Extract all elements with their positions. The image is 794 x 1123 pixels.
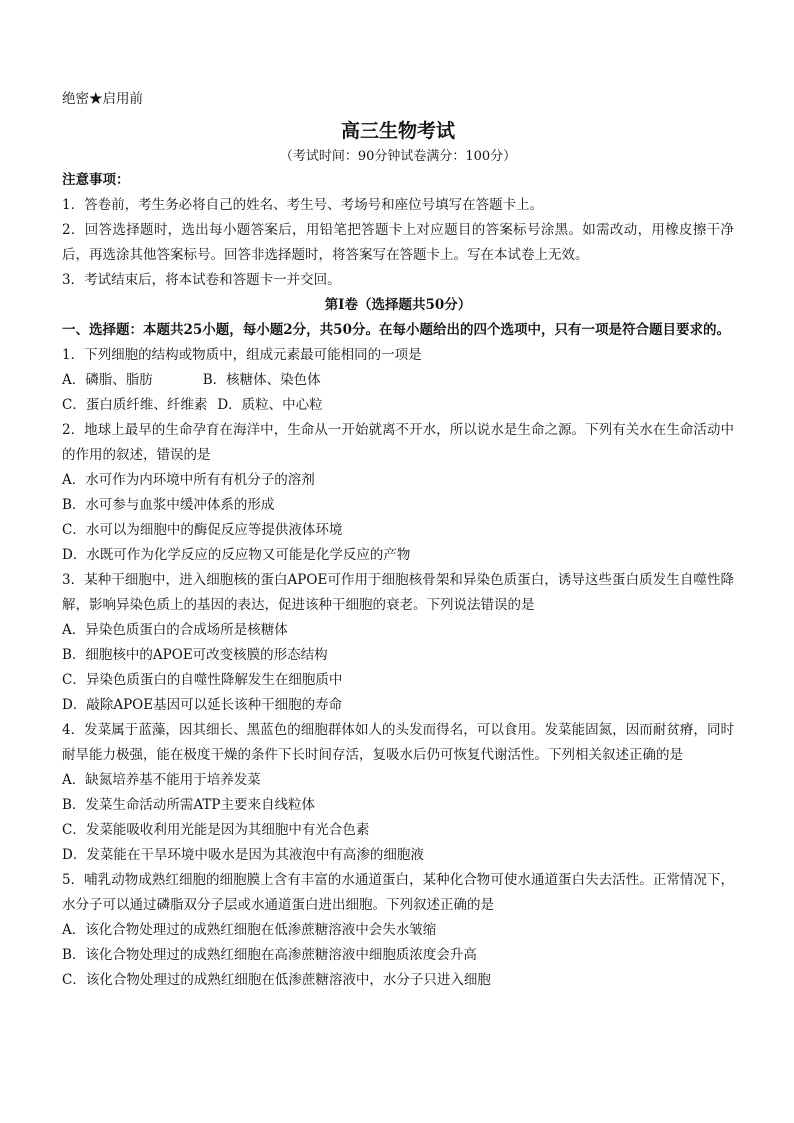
- option-b: B．细胞核中的APOE可改变核膜的形态结构: [62, 647, 328, 663]
- option-d: D．水既可作为化学反应的反应物又可能是化学反应的产物: [62, 547, 411, 563]
- question-5: [62, 868, 734, 993]
- option-b: B．发菜生命活动所需ATP主要来自线粒体: [62, 797, 316, 813]
- option-a: A．异染色质蛋白的合成场所是核糖体: [62, 622, 288, 638]
- option-d: D．敲除APOE基因可以延长该种干细胞的寿命: [62, 697, 343, 713]
- section-instruction: 一、选择题：本题共25小题，每小题2分，共50分。在每小题给出的四个选项中，只有一项是符合题目要求的。: [62, 322, 730, 338]
- option-b: B．该化合物处理过的成熟红细胞在高渗蔗糖溶液中细胞质浓度会升高: [62, 947, 477, 963]
- option-c: C．异染色质蛋白的自噬性降解发生在细胞质中: [62, 672, 343, 688]
- question-stem: 5．哺乳动物成熟红细胞的细胞膜上含有丰富的水通道蛋白，某种化合物可使水通道蛋白失去活性。正常情况下，水分子可以通过磷脂双分子层或水通道蛋白进出细胞。下列叙述正确的是: [62, 872, 734, 913]
- exam-subtitle: （考试时间：90分钟试卷满分：100分）: [279, 149, 517, 164]
- question-stem: 1．下列细胞的结构或物质中，组成元素最可能相同的一项是: [62, 347, 422, 363]
- confidential-label: 绝密★启用前: [62, 91, 143, 107]
- question-2: [62, 418, 734, 568]
- note-item: 3．考试结束后，将本试卷和答题卡一并交回。: [62, 272, 341, 288]
- exam-title: 高三生物考试: [340, 120, 455, 142]
- option-row: [62, 368, 734, 393]
- option-row: [62, 393, 734, 418]
- option-a: A．水可作为内环境中所有有机分子的溶剂: [62, 472, 315, 488]
- option-d: D．质粒、中心粒: [217, 397, 323, 413]
- volume-heading: 第Ⅰ卷（选择题共50分）: [324, 297, 472, 313]
- option-a: A．磷脂、脂肪: [62, 372, 153, 388]
- option-c: C．蛋白质纤维、纤维素: [62, 397, 208, 413]
- option-b: B．水可参与血浆中缓冲体系的形成: [62, 497, 275, 513]
- note-item: 1．答卷前，考生务必将自己的姓名、考生号、考场号和座位号填写在答题卡上。: [62, 197, 544, 213]
- question-1: [62, 343, 734, 418]
- option-c: C．水可以为细胞中的酶促反应等提供液体环境: [62, 522, 343, 538]
- question-3: [62, 568, 734, 718]
- note-item: 2．回答选择题时，选出每小题答案后，用铅笔把答题卡上对应题目的答案标号涂黑。如需改动，用橡皮擦干净后，再选涂其他答案标号。回答非选择题时，将答案写在答题卡上。写在本试卷上无效。: [62, 222, 734, 263]
- notes-heading: 注意事项：: [62, 172, 130, 188]
- exam-page: [62, 88, 734, 993]
- option-c: C．该化合物处理过的成熟红细胞在低渗蔗糖溶液中，水分子只进入细胞: [62, 972, 491, 988]
- question-stem: 4．发菜属于蓝藻，因其细长、黑蓝色的细胞群体如人的头发而得名，可以食用。发菜能固氮，因而耐贫瘠，同时耐旱能力极强，能在极度干燥的条件下长时间存活，复吸水后仍可恢复代谢活性。下列相关叙述正确的是: [62, 722, 734, 763]
- option-c: C．发菜能吸收利用光能是因为其细胞中有光合色素: [62, 822, 370, 838]
- option-a: A．缺氮培养基不能用于培养发菜: [62, 772, 261, 788]
- option-a: A．该化合物处理过的成熟红细胞在低渗蔗糖溶液中会失水皱缩: [62, 922, 437, 938]
- question-stem: 3．某种干细胞中，进入细胞核的蛋白APOE可作用于细胞核骨架和异染色质蛋白，诱导这些蛋白质发生自噬性降解，影响异染色质上的基因的表达，促进该种干细胞的衰老。下列说法错误的是: [62, 572, 734, 613]
- question-stem: 2．地球上最早的生命孕育在海洋中，生命从一开始就离不开水，所以说水是生命之源。下列有关水在生命活动中的作用的叙述，错误的是: [62, 422, 734, 463]
- question-4: [62, 718, 734, 868]
- option-b: B．核糖体、染色体: [202, 372, 321, 388]
- option-d: D．发菜能在干旱环境中吸水是因为其液泡中有高渗的细胞液: [62, 847, 424, 863]
